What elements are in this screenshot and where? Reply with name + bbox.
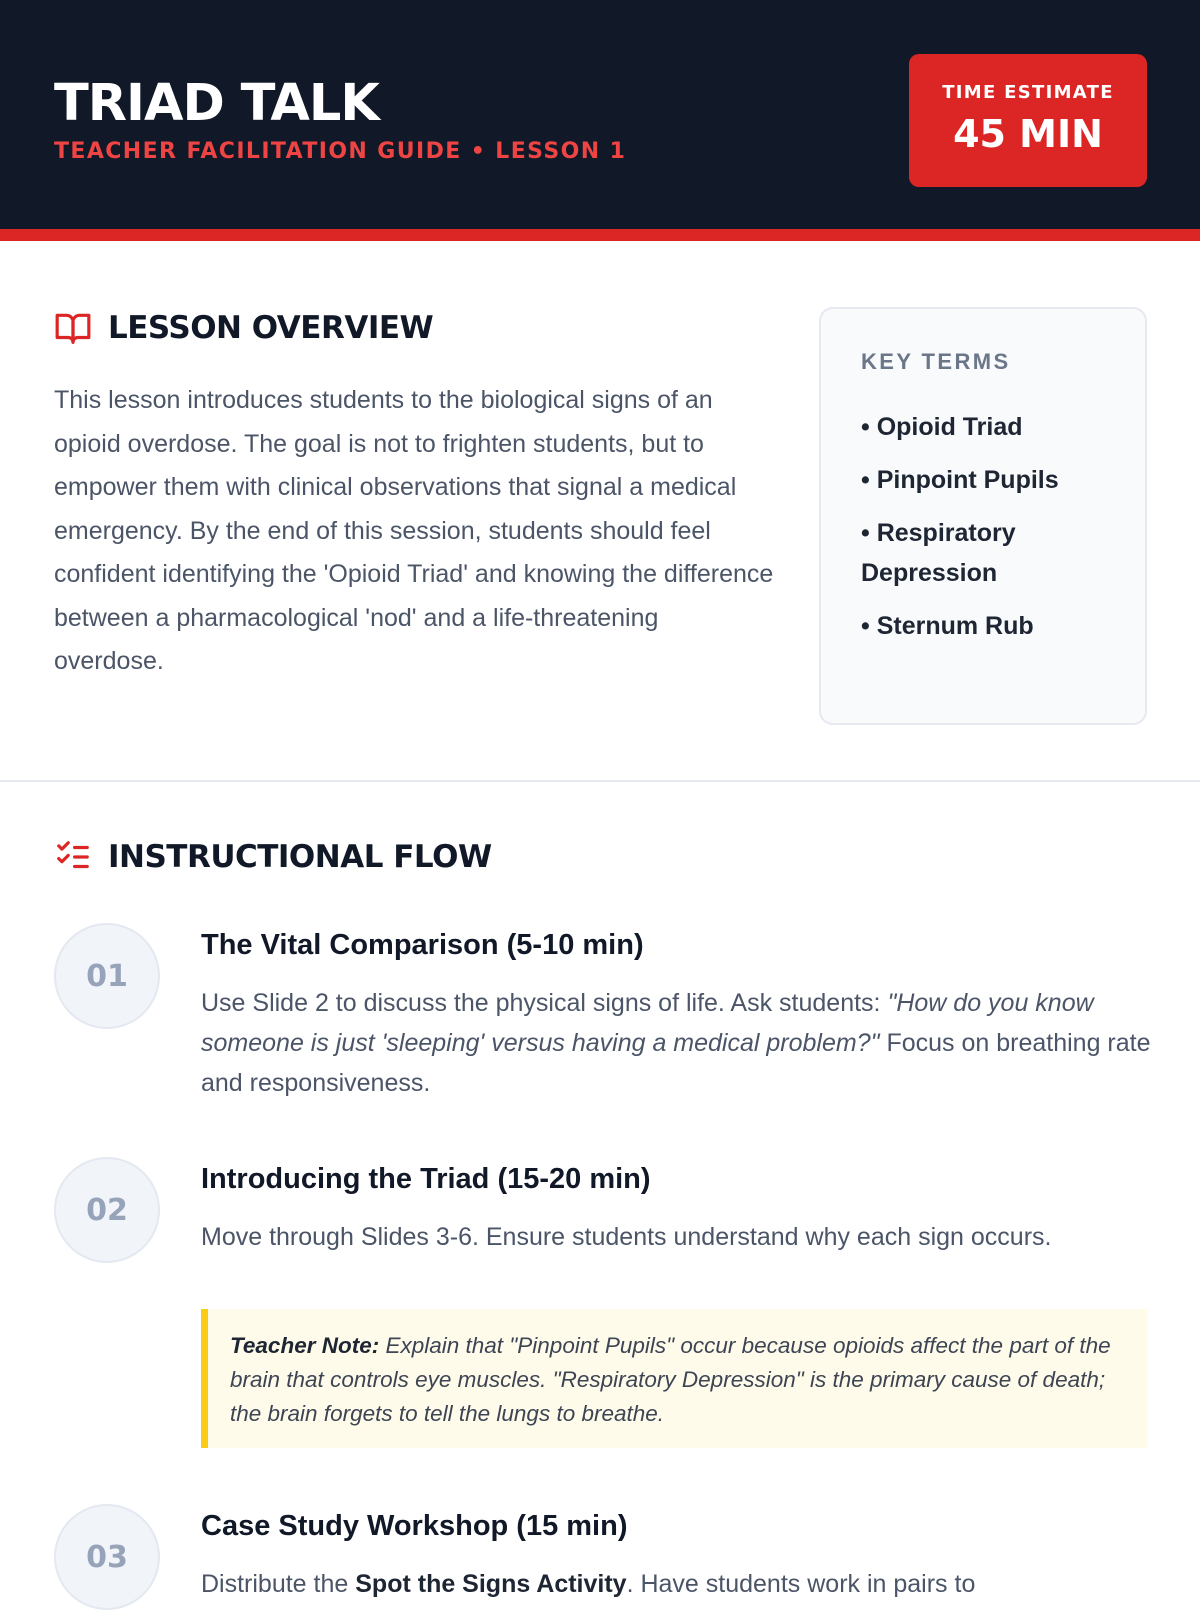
step-description xyxy=(201,1564,1151,1604)
time-estimate-value: 45 MIN xyxy=(953,112,1103,156)
teacher-note xyxy=(201,1309,1147,1448)
instructional-flow-section xyxy=(0,784,1200,1600)
key-terms-label: KEY TERMS xyxy=(861,349,1011,374)
instructional-flow-heading: INSTRUCTIONAL FLOW xyxy=(108,839,492,875)
step-description-text: Focus on breathing rate and responsiveness. xyxy=(201,1029,1151,1097)
book-open-icon xyxy=(54,309,92,347)
time-estimate-label: TIME ESTIMATE xyxy=(942,82,1114,103)
step-number: 03 xyxy=(54,1504,160,1610)
step-number: 01 xyxy=(54,923,160,1029)
step-title: The Vital Comparison (5-10 min) xyxy=(201,929,644,961)
activity-name: Spot the Signs Activity xyxy=(355,1570,627,1598)
step-description-text: . Have students work in pairs to xyxy=(626,1570,976,1598)
lesson-overview-text: This lesson introduces students to the biological signs of an opioid overdose. The goal is not to frighten students, but to empower them with clinical observations that signal a medical emergency. By the end of this session, students should feel confident identifying the 'Opioid Triad' and knowing the difference between a pharmacological 'nod' and a life-threatening overdose. xyxy=(54,386,774,675)
page-header xyxy=(0,0,1200,241)
step-description-text: Distribute the xyxy=(201,1570,356,1598)
step-title: Case Study Workshop (15 min) xyxy=(201,1510,628,1542)
instructional-flow-header xyxy=(54,838,492,876)
lesson-overview-heading: LESSON OVERVIEW xyxy=(108,310,434,346)
step-description: Move through Slides 3-6. Ensure students understand why each sign occurs. xyxy=(201,1223,1052,1251)
key-term-item: • Respiratory Depression xyxy=(861,519,1016,587)
key-terms-card xyxy=(819,307,1147,725)
key-terms-list xyxy=(861,407,1121,659)
step-description xyxy=(201,983,1151,1103)
step-quote: "How do you know someone is just 'sleeping' versus having a medical problem?" xyxy=(201,989,1094,1057)
step-number: 02 xyxy=(54,1157,160,1263)
key-term-item: • Opioid Triad xyxy=(861,413,1023,441)
key-term-item: • Pinpoint Pupils xyxy=(861,466,1059,494)
key-term-item: • Sternum Rub xyxy=(861,612,1034,640)
teacher-note-label: Teacher Note: xyxy=(230,1333,380,1358)
step-description-text: Use Slide 2 to discuss the physical signs of life. Ask students: xyxy=(201,989,888,1017)
guide-title: TRIAD TALK xyxy=(54,74,379,133)
checklist-icon xyxy=(54,838,92,876)
step-title: Introducing the Triad (15-20 min) xyxy=(201,1163,651,1195)
lesson-overview-header xyxy=(54,309,433,347)
time-estimate-badge xyxy=(909,54,1147,187)
guide-subtitle: TEACHER FACILITATION GUIDE • LESSON 1 xyxy=(54,139,627,164)
teacher-note-text: Explain that "Pinpoint Pupils" occur because opioids affect the part of the brain that controls eye muscles. "Respiratory Depression" is the primary cause of death; the brain forgets to tell the lungs to breathe. xyxy=(230,1333,1111,1426)
lesson-overview-section xyxy=(0,253,1200,782)
